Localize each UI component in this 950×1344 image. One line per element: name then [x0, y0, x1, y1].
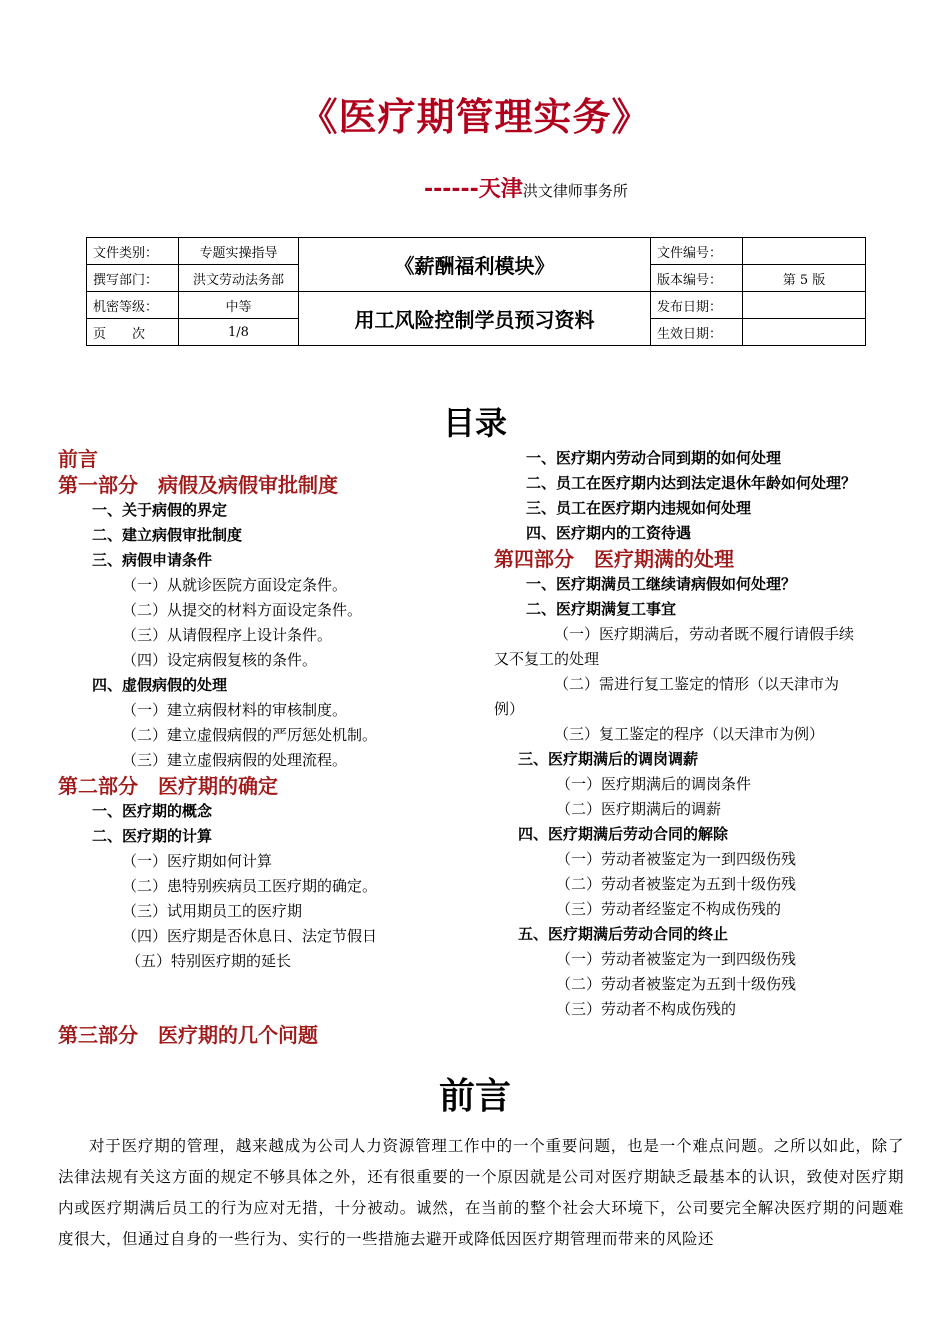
toc-preface[interactable]: 前言	[58, 447, 98, 471]
author-line	[424, 172, 628, 203]
module-name: 《薪酬福利模块》	[299, 238, 651, 292]
toc-item[interactable]: 二、医疗期的计算	[92, 827, 213, 845]
toc-subitem[interactable]: （三）试用期员工的医疗期	[122, 902, 303, 920]
value-department: 洪文劳动法务部	[179, 265, 299, 292]
toc-subitem[interactable]: （二）医疗期满后的调薪	[556, 800, 722, 818]
toc-item[interactable]: 一、关于病假的界定	[92, 501, 228, 519]
toc-subitem[interactable]: （三）从请假程序上设计条件。	[122, 626, 333, 644]
toc-item[interactable]: 三、医疗期满后的调岗调薪	[518, 750, 699, 768]
author-city: 天津	[478, 176, 523, 202]
toc-subitem[interactable]: （三）劳动者经鉴定不构成伤残的	[556, 900, 782, 918]
label-department: 撰写部门：	[87, 265, 179, 292]
toc-item[interactable]: 四、医疗期满后劳动合同的解除	[518, 825, 729, 843]
value-file-category: 专题实操指导	[179, 238, 299, 265]
value-page: 1/8	[179, 319, 299, 346]
toc-part4-title[interactable]: 第四部分 医疗期满的处理	[494, 547, 734, 571]
label-publish-date: 发布日期：	[651, 292, 743, 319]
label-page: 页 次	[87, 319, 179, 346]
toc-subitem[interactable]: （一）从就诊医院方面设定条件。	[122, 576, 348, 594]
toc-subitem[interactable]: （一）建立病假材料的审核制度。	[122, 701, 348, 719]
toc-part1-title[interactable]: 第一部分 病假及病假审批制度	[58, 473, 338, 497]
toc-item[interactable]: 三、员工在医疗期内违规如何处理	[526, 499, 752, 517]
toc-item[interactable]: 一、医疗期满员工继续请病假如何处理？	[526, 575, 797, 593]
author-firm: 洪文律师事务所	[522, 182, 628, 200]
toc-item[interactable]: 一、医疗期的概念	[92, 802, 213, 820]
toc-subitem[interactable]: （二）需进行复工鉴定的情形（以天津市为	[554, 675, 840, 693]
value-publish-date	[743, 292, 866, 319]
toc-subitem[interactable]: （五）特别医疗期的延长	[126, 952, 292, 970]
label-version: 版本编号：	[651, 265, 743, 292]
document-info-table	[86, 237, 866, 346]
toc-subitem[interactable]: （二）劳动者被鉴定为五到十级伤残	[556, 875, 797, 893]
toc-subitem[interactable]: （二）劳动者被鉴定为五到十级伤残	[556, 975, 797, 993]
toc-subitem-continued: 又不复工的处理	[494, 650, 600, 668]
toc-part3-title[interactable]: 第三部分 医疗期的几个问题	[58, 1023, 318, 1047]
toc-subitem[interactable]: （三）复工鉴定的程序（以天津市为例）	[554, 725, 825, 743]
value-security-level: 中等	[179, 292, 299, 319]
author-dash: ------	[424, 177, 479, 202]
toc-item[interactable]: 四、虚假病假的处理	[92, 676, 228, 694]
value-effective-date	[743, 319, 866, 346]
label-effective-date: 生效日期：	[651, 319, 743, 346]
toc-subitem[interactable]: （三）劳动者不构成伤残的	[556, 1000, 737, 1018]
toc-item[interactable]: 一、医疗期内劳动合同到期的如何处理	[526, 449, 782, 467]
toc-subitem-continued: 例）	[494, 700, 525, 718]
toc-subitem[interactable]: （四）医疗期是否休息日、法定节假日	[122, 927, 378, 945]
toc-subitem[interactable]: （三）建立虚假病假的处理流程。	[122, 751, 348, 769]
toc-subitem[interactable]: （四）设定病假复核的条件。	[122, 651, 318, 669]
toc-item[interactable]: 二、建立病假审批制度	[92, 526, 243, 544]
toc-subitem[interactable]: （一）医疗期满后的调岗条件	[556, 775, 752, 793]
preface-heading: 前言	[438, 1075, 511, 1117]
toc-subitem[interactable]: （二）建立虚假病假的严厉惩处机制。	[122, 726, 378, 744]
toc-item[interactable]: 四、医疗期内的工资待遇	[526, 524, 692, 542]
label-security-level: 机密等级：	[87, 292, 179, 319]
document-title: 《医疗期管理实务》	[299, 94, 651, 139]
toc-item[interactable]: 二、员工在医疗期内达到法定退休年龄如何处理？	[526, 474, 857, 492]
value-version: 第 5 版	[743, 265, 866, 292]
toc-item[interactable]: 三、病假申请条件	[92, 551, 213, 569]
label-file-category: 文件类别：	[87, 238, 179, 265]
toc-right-column	[494, 446, 856, 1022]
material-name: 用工风险控制学员预习资料	[299, 292, 651, 346]
toc-subitem[interactable]: （二）从提交的材料方面设定条件。	[122, 601, 363, 619]
toc-subitem[interactable]: （一）医疗期如何计算	[122, 852, 273, 870]
toc-subitem[interactable]: （二）患特别疾病员工医疗期的确定。	[122, 877, 378, 895]
toc-subitem[interactable]: （一）劳动者被鉴定为一到四级伤残	[556, 950, 797, 968]
toc-heading: 目录	[442, 404, 507, 442]
toc-subitem[interactable]: （一）医疗期满后，劳动者既不履行请假手续	[554, 625, 855, 643]
toc-item[interactable]: 五、医疗期满后劳动合同的终止	[518, 925, 729, 943]
toc-subitem[interactable]: （一）劳动者被鉴定为一到四级伤残	[556, 850, 797, 868]
preface-paragraph: 对于医疗期的管理，越来越成为公司人力资源管理工作中的一个重要问题，也是一个难点问题。之所以如此，除了法律法规有关这方面的规定不够具体之外，还有很重要的一个原因就是公司对医疗期缺乏最基本的认识，致使对医疗期内或医疗期满后员工的行为应对无措，十分被动。诚然，在当前的整个社会大环境下，公司要完全解决医疗期的问题难度很大，但通过自身的一些行为、实行的一些措施去避开或降低因医疗期管理而带来的风险还	[58, 1137, 904, 1248]
toc-part2-title[interactable]: 第二部分 医疗期的确定	[58, 774, 278, 798]
value-file-number	[743, 238, 866, 265]
toc-left-column	[58, 446, 377, 1048]
toc-item[interactable]: 二、医疗期满复工事宜	[526, 600, 677, 618]
label-file-number: 文件编号：	[651, 238, 743, 265]
